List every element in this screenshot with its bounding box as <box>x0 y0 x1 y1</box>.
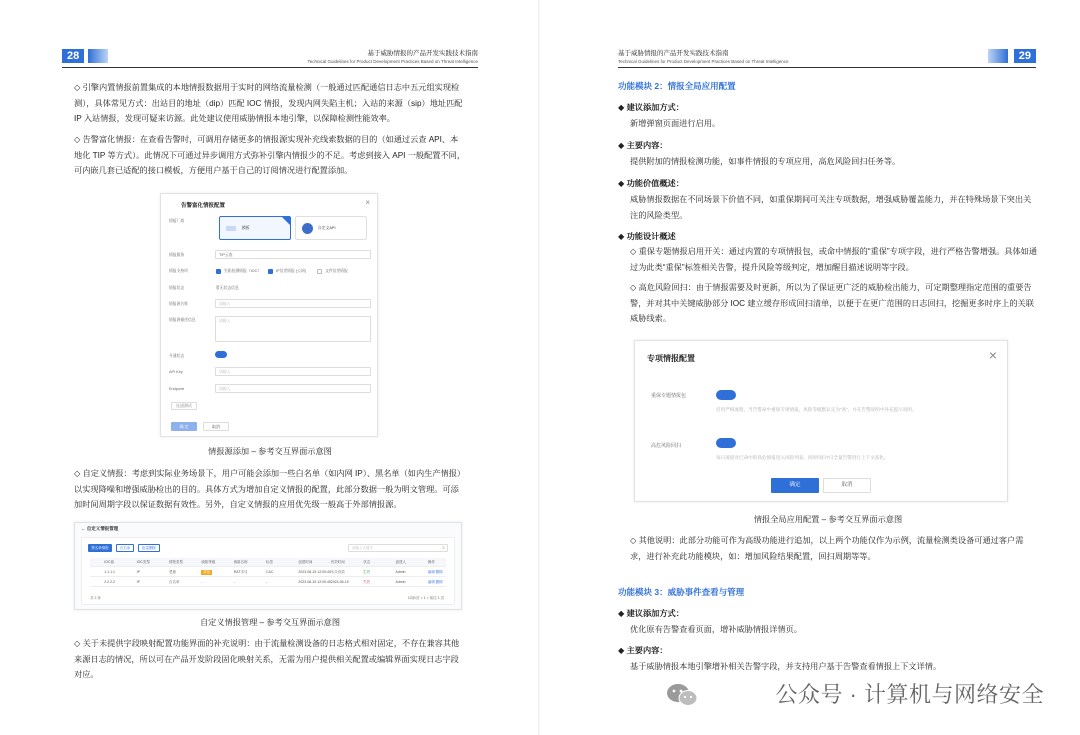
selected-corner-icon <box>282 217 290 225</box>
table-cell: 1.1.1.1 <box>104 570 115 574</box>
paragraph: 新增弹窗页面进行启用。 <box>630 119 721 128</box>
checkbox-checked[interactable] <box>268 269 273 274</box>
paragraph: 提供附加的情报检测功能，如事件情报的专项应用，高危风险回扫任务等。 <box>630 157 901 166</box>
checkbox-label: 文件信誉情报 <box>325 269 348 273</box>
field-label: 开通状态 <box>169 354 185 358</box>
checkbox-label: 失陷检测情报（IOC） <box>224 269 262 273</box>
right-page-header <box>618 48 1036 68</box>
section-heading: ◆ 功能价值概述： <box>618 179 684 188</box>
source-name-input[interactable] <box>215 299 371 308</box>
table-total: 共 2 条 <box>90 596 101 600</box>
paragraph: ◇ 关于未提供字段映射配置功能界面的补充说明：由于流量检测设备的日志格式相对固定，不存在兼容其他来源日志的情况，所以可在产品开发阶段固化映射关系，无需为用户提供相关配置或编辑界面实现日志字段对应。 <box>74 639 460 679</box>
paragraph: ◇ 引擎内置情报前置集成的本地情报数据用于实时的网络流量检测（一般通过匹配通信日志中五元组实现检测），具体常见方式：出站目的地址（dip）匹配 IOC 情报，发现内网失陷主机；入站的来源（sip）地址匹配 IP 入站情报，发现可疑来访源。此处建议使用威胁情报本地引擎，以保障检测性能效率。 <box>74 83 463 123</box>
input-placeholder: 请输入 <box>219 302 231 306</box>
table-cell: - <box>266 580 268 584</box>
table-cell: 失效 <box>363 580 371 584</box>
paragraph: ◇ 重保专题情报启用开关：通过内置的专项情报包，或命中情报的“重保”专项字段，进行严格告警增强。具体如通过为此类“重保”标签相关告警，提升风险等级判定，增加醒目描述说明等字段。 <box>630 247 1038 272</box>
setting-label: 高危风险回扫 <box>651 443 682 449</box>
cancel-button[interactable]: 取消 <box>203 422 229 431</box>
page-number-band <box>88 49 108 63</box>
enable-toggle[interactable] <box>215 351 227 358</box>
field-label: 情报源描述信息 <box>169 318 196 322</box>
input-placeholder: 请输入 <box>219 319 231 323</box>
left-page-header <box>62 48 478 68</box>
confirm-button[interactable]: 确 定 <box>171 422 197 431</box>
table-cell: - <box>233 580 235 584</box>
dialog-title: 专项情报配置 <box>647 354 695 363</box>
setting-description: 每日凌晨对已命中的高危情报进入风险列表，同时回扫7日全量告警进行上下文富化。 <box>716 455 889 460</box>
running-header-cn: 基于威胁情报的产品开发实践技术指南 <box>618 50 729 57</box>
table-cell: IP <box>136 570 140 574</box>
setting-label: 重保专题情报包 <box>651 393 687 399</box>
figure-caption: 自定义情报管理 – 参考交互界面示意图 <box>199 618 341 627</box>
table-cell: 恶意 <box>168 570 176 574</box>
pagination[interactable]: 10条/页 < 1 > 前往 1 页 <box>407 596 444 600</box>
field-label: 情报支持项 <box>169 269 188 273</box>
status-value: 暂无状态信息 <box>216 286 239 290</box>
paragraph: 威胁情报数据在不同场景下价值不同，如重保期间可关注专项数据，增强威胁覆盖能力，并在特殊场景下突出关注的风险类型。 <box>630 195 1032 220</box>
paragraph: 优化原有告警查看页面，增补威胁情报详情页。 <box>630 625 802 634</box>
tab-blacklist[interactable]: 黑名单情报 <box>88 544 112 552</box>
running-header <box>618 50 789 66</box>
api-icon <box>302 223 313 234</box>
paragraph: ◇ 自定义情报：考虑到实际业务场景下，用户可能会添加一些白名单（如内网 IP）、黑名单（如内生产情报）以实现降噪和增强威胁检出的目的。具体方式为增加自定义情报的配置，此部分数据一般为明文管理。可添加时间周期字段以保证数据有效性。另外，自定义情报的应用优先级一般高于外部情报源。 <box>74 469 466 509</box>
page-number: 29 <box>1014 49 1036 63</box>
table-header-cell: 创建人 <box>395 560 406 564</box>
custom-intel-table-screenshot <box>74 522 462 610</box>
table-header-cell: IOC类型 <box>136 560 150 564</box>
connectivity-test-button[interactable]: 连通测试 <box>171 402 197 410</box>
module-heading: 功能模块 2：情报全局应用配置 <box>618 81 736 91</box>
checkbox-checked[interactable] <box>216 269 221 274</box>
table-cell: 高危 <box>203 570 211 574</box>
section-heading: ◆ 主要内容： <box>618 646 668 655</box>
card-label: 自定义API <box>318 226 336 230</box>
table-header-cell: 情报类型 <box>168 560 183 564</box>
vendor-logo-icon <box>226 226 236 231</box>
field-label: 情报厂商 <box>169 219 185 223</box>
section-heading: ◆ 建议添加方式： <box>618 609 684 618</box>
cancel-button[interactable]: 取消 <box>823 478 871 493</box>
dialog-title: 告警富化情报配置 <box>181 203 226 209</box>
table-row[interactable] <box>90 578 446 587</box>
table-cell: 2023-06-15 12:00:45 <box>298 580 331 584</box>
intel-service-select[interactable] <box>215 250 371 259</box>
select-value: TIP云查 <box>219 253 233 257</box>
paragraph: ◇ 告警富化情报：在查看告警时，可调用存储更多的情报源实现补充线索数据的目的（如通过云查 API、本地化 TIP 等方式）。此情况下可通过异步调用方式弥补引擎内情报少的不足。考虑到接入 API 一般配置不同，可内嵌几套已适配的接口模板，方便用户基于自己的订阅情况进行配置添加。 <box>74 135 466 175</box>
page-number: 28 <box>62 49 84 63</box>
table-cell: Admin <box>395 570 406 574</box>
table-cell: 2024-06-15 <box>330 580 349 584</box>
batch-delete-button[interactable]: 批量删除 <box>138 544 160 552</box>
setting-description: 启用严格流程，当告警命中重保专项情报，风险等级默认定为“高”，并在告警说明中补充提示说明。 <box>716 407 917 412</box>
running-header-en: Technical Guidelines for Product Development Practices Based on Threat Intelligence <box>618 59 789 64</box>
key-protection-toggle[interactable] <box>716 390 736 400</box>
watermark: 公众号 · 计算机与网络安全 <box>775 682 1044 707</box>
tab-whitelist[interactable]: 白名单 <box>116 544 134 552</box>
close-icon[interactable]: × <box>988 347 997 363</box>
search-input[interactable] <box>348 544 448 552</box>
special-intel-dialog-screenshot <box>634 340 1008 502</box>
running-header <box>307 50 478 66</box>
table-cell: 白名单 <box>168 580 180 584</box>
figure-caption: 情报全局应用配置 – 参考交互界面示意图 <box>753 515 903 524</box>
section-heading: ◆ 建议添加方式： <box>618 103 684 112</box>
source-description-textarea[interactable] <box>215 316 371 342</box>
api-key-input[interactable] <box>215 367 371 376</box>
running-header-en: Technical Guidelines for Product Development Practices Based on Threat Intelligence <box>307 59 478 64</box>
confirm-button[interactable]: 确定 <box>771 478 819 493</box>
field-label: 情报服务 <box>169 253 185 257</box>
checkbox-label: IP信誉情报 (公网) <box>276 269 306 273</box>
table-cell: 生效 <box>363 570 371 574</box>
input-placeholder: 请输入关键字 <box>352 546 373 550</box>
table-header-row <box>90 558 446 567</box>
paragraph: ◇ 其他说明：此部分功能可作为高级功能进行追加，以上两个功能仅作为示例，流量检测类设备可通过客户需求，进行补充此功能模块，如：增加风险结果配置，回扫周期等等。 <box>630 536 1024 561</box>
table-cell: RAT木马 <box>233 570 248 574</box>
table-cell: 2023-06-15 12:00:45 <box>298 570 331 574</box>
page-number-band <box>988 49 1008 63</box>
table-header-cell: IOC值 <box>104 560 114 564</box>
table-cell[interactable]: 编辑 删除 <box>427 570 443 574</box>
table-cell[interactable]: 编辑 删除 <box>427 580 443 584</box>
custom-api-card[interactable] <box>295 216 367 240</box>
table-header-cell: 创建时间 <box>298 560 313 564</box>
table-cell: - <box>201 580 203 584</box>
card-label: 模板 <box>242 226 250 230</box>
input-placeholder: 请输入 <box>219 387 231 391</box>
intel-source-dialog-screenshot <box>160 193 378 437</box>
figure-caption: 情报源添加 – 参考交互界面示意图 <box>208 447 332 456</box>
field-label: API Key <box>169 370 183 374</box>
field-label: Endpoint <box>169 387 184 391</box>
back-title[interactable]: ← 自定义情报管理 <box>81 526 119 531</box>
section-heading: ◆ 功能设计概述 <box>618 232 676 241</box>
table-header-cell: 状态 <box>363 560 371 564</box>
table-row[interactable] <box>90 568 446 577</box>
wechat-icon <box>666 683 698 707</box>
module-heading: 功能模块 3：威胁事件查看与管理 <box>618 587 745 597</box>
section-heading: ◆ 主要内容： <box>618 141 668 150</box>
checkbox-unchecked[interactable] <box>317 269 322 274</box>
table-header-cell: 威胁名称 <box>233 560 248 564</box>
table-header-cell: 操作 <box>427 560 435 564</box>
field-label: 情报状态 <box>169 286 185 290</box>
running-header-cn: 基于威胁情报的产品开发实践技术指南 <box>367 50 478 57</box>
table-cell: 永久有效 <box>330 570 345 574</box>
field-label: 情报源名称 <box>169 302 188 306</box>
endpoint-input[interactable] <box>215 384 371 393</box>
table-cell: 2.2.2.2 <box>104 580 115 584</box>
table-cell: Admin <box>395 580 406 584</box>
template-card[interactable] <box>219 216 291 240</box>
input-placeholder: 请输入 <box>219 370 231 374</box>
high-risk-rescan-toggle[interactable] <box>716 438 736 448</box>
table-header-cell: 标签 <box>266 560 274 564</box>
table-header-cell: 威胁等级 <box>201 560 216 564</box>
paragraph: ◇ 高危风险回扫：由于情报需要及时更新，所以为了保证更广泛的威胁检出能力，可定期整理指定范围的重要告警，并对其中关键威胁部分 IOC 建立缓存形成回扫清单，以便于在更广范围的日志回扫，挖掘更多时序上的关联威胁线索。 <box>630 283 1034 323</box>
search-icon: ⌕ <box>442 545 445 551</box>
table-cell: IP <box>136 580 140 584</box>
close-icon[interactable]: × <box>365 198 370 207</box>
table-header-cell: 有效时间 <box>330 560 345 564</box>
table-cell: C&C <box>266 570 274 574</box>
table-panel <box>81 537 455 605</box>
right-page <box>540 0 1080 735</box>
paragraph: 基于威胁情报本地引擎增补相关告警字段，并支持用户基于告警查看情报上下文详情。 <box>630 662 942 671</box>
